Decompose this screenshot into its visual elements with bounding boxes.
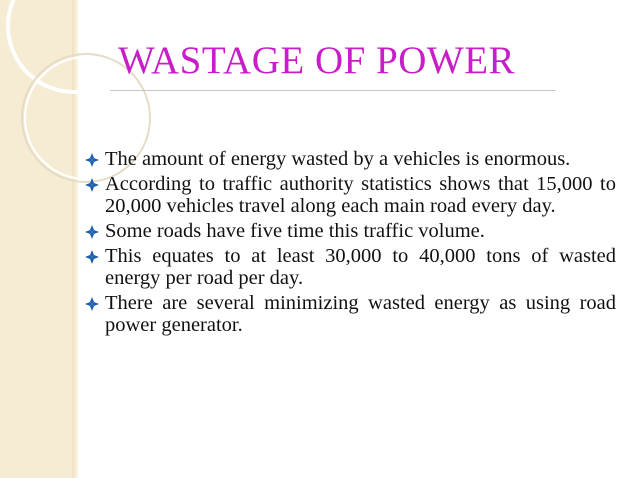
bullet-text: The amount of energy wasted by a vehicles is enormous. xyxy=(105,148,571,170)
bullet-item xyxy=(84,173,616,217)
bullet-text: This equates to at least 30,000 to 40,000 tons of wasted energy per road per day. xyxy=(105,245,616,289)
bullet-item xyxy=(84,292,616,336)
bullet-item xyxy=(84,220,616,242)
bullet-list xyxy=(84,148,616,339)
bullet-text: Some roads have five time this traffic volume. xyxy=(105,220,485,242)
diamond-bullet-icon xyxy=(84,177,100,193)
bullet-item xyxy=(84,245,616,289)
diamond-bullet-icon xyxy=(84,224,100,240)
bullet-item xyxy=(84,148,616,170)
bullet-text: According to traffic authority statistics shows that 15,000 to 20,000 vehicles travel along each main road every day. xyxy=(105,173,616,217)
slide-title: WASTAGE OF POWER xyxy=(118,39,516,82)
diamond-bullet-icon xyxy=(84,296,100,312)
title-underline xyxy=(110,90,556,91)
bullet-text: There are several minimizing wasted energy as using road power generator. xyxy=(105,292,616,336)
diamond-bullet-icon xyxy=(84,152,100,168)
diamond-bullet-icon xyxy=(84,249,100,265)
